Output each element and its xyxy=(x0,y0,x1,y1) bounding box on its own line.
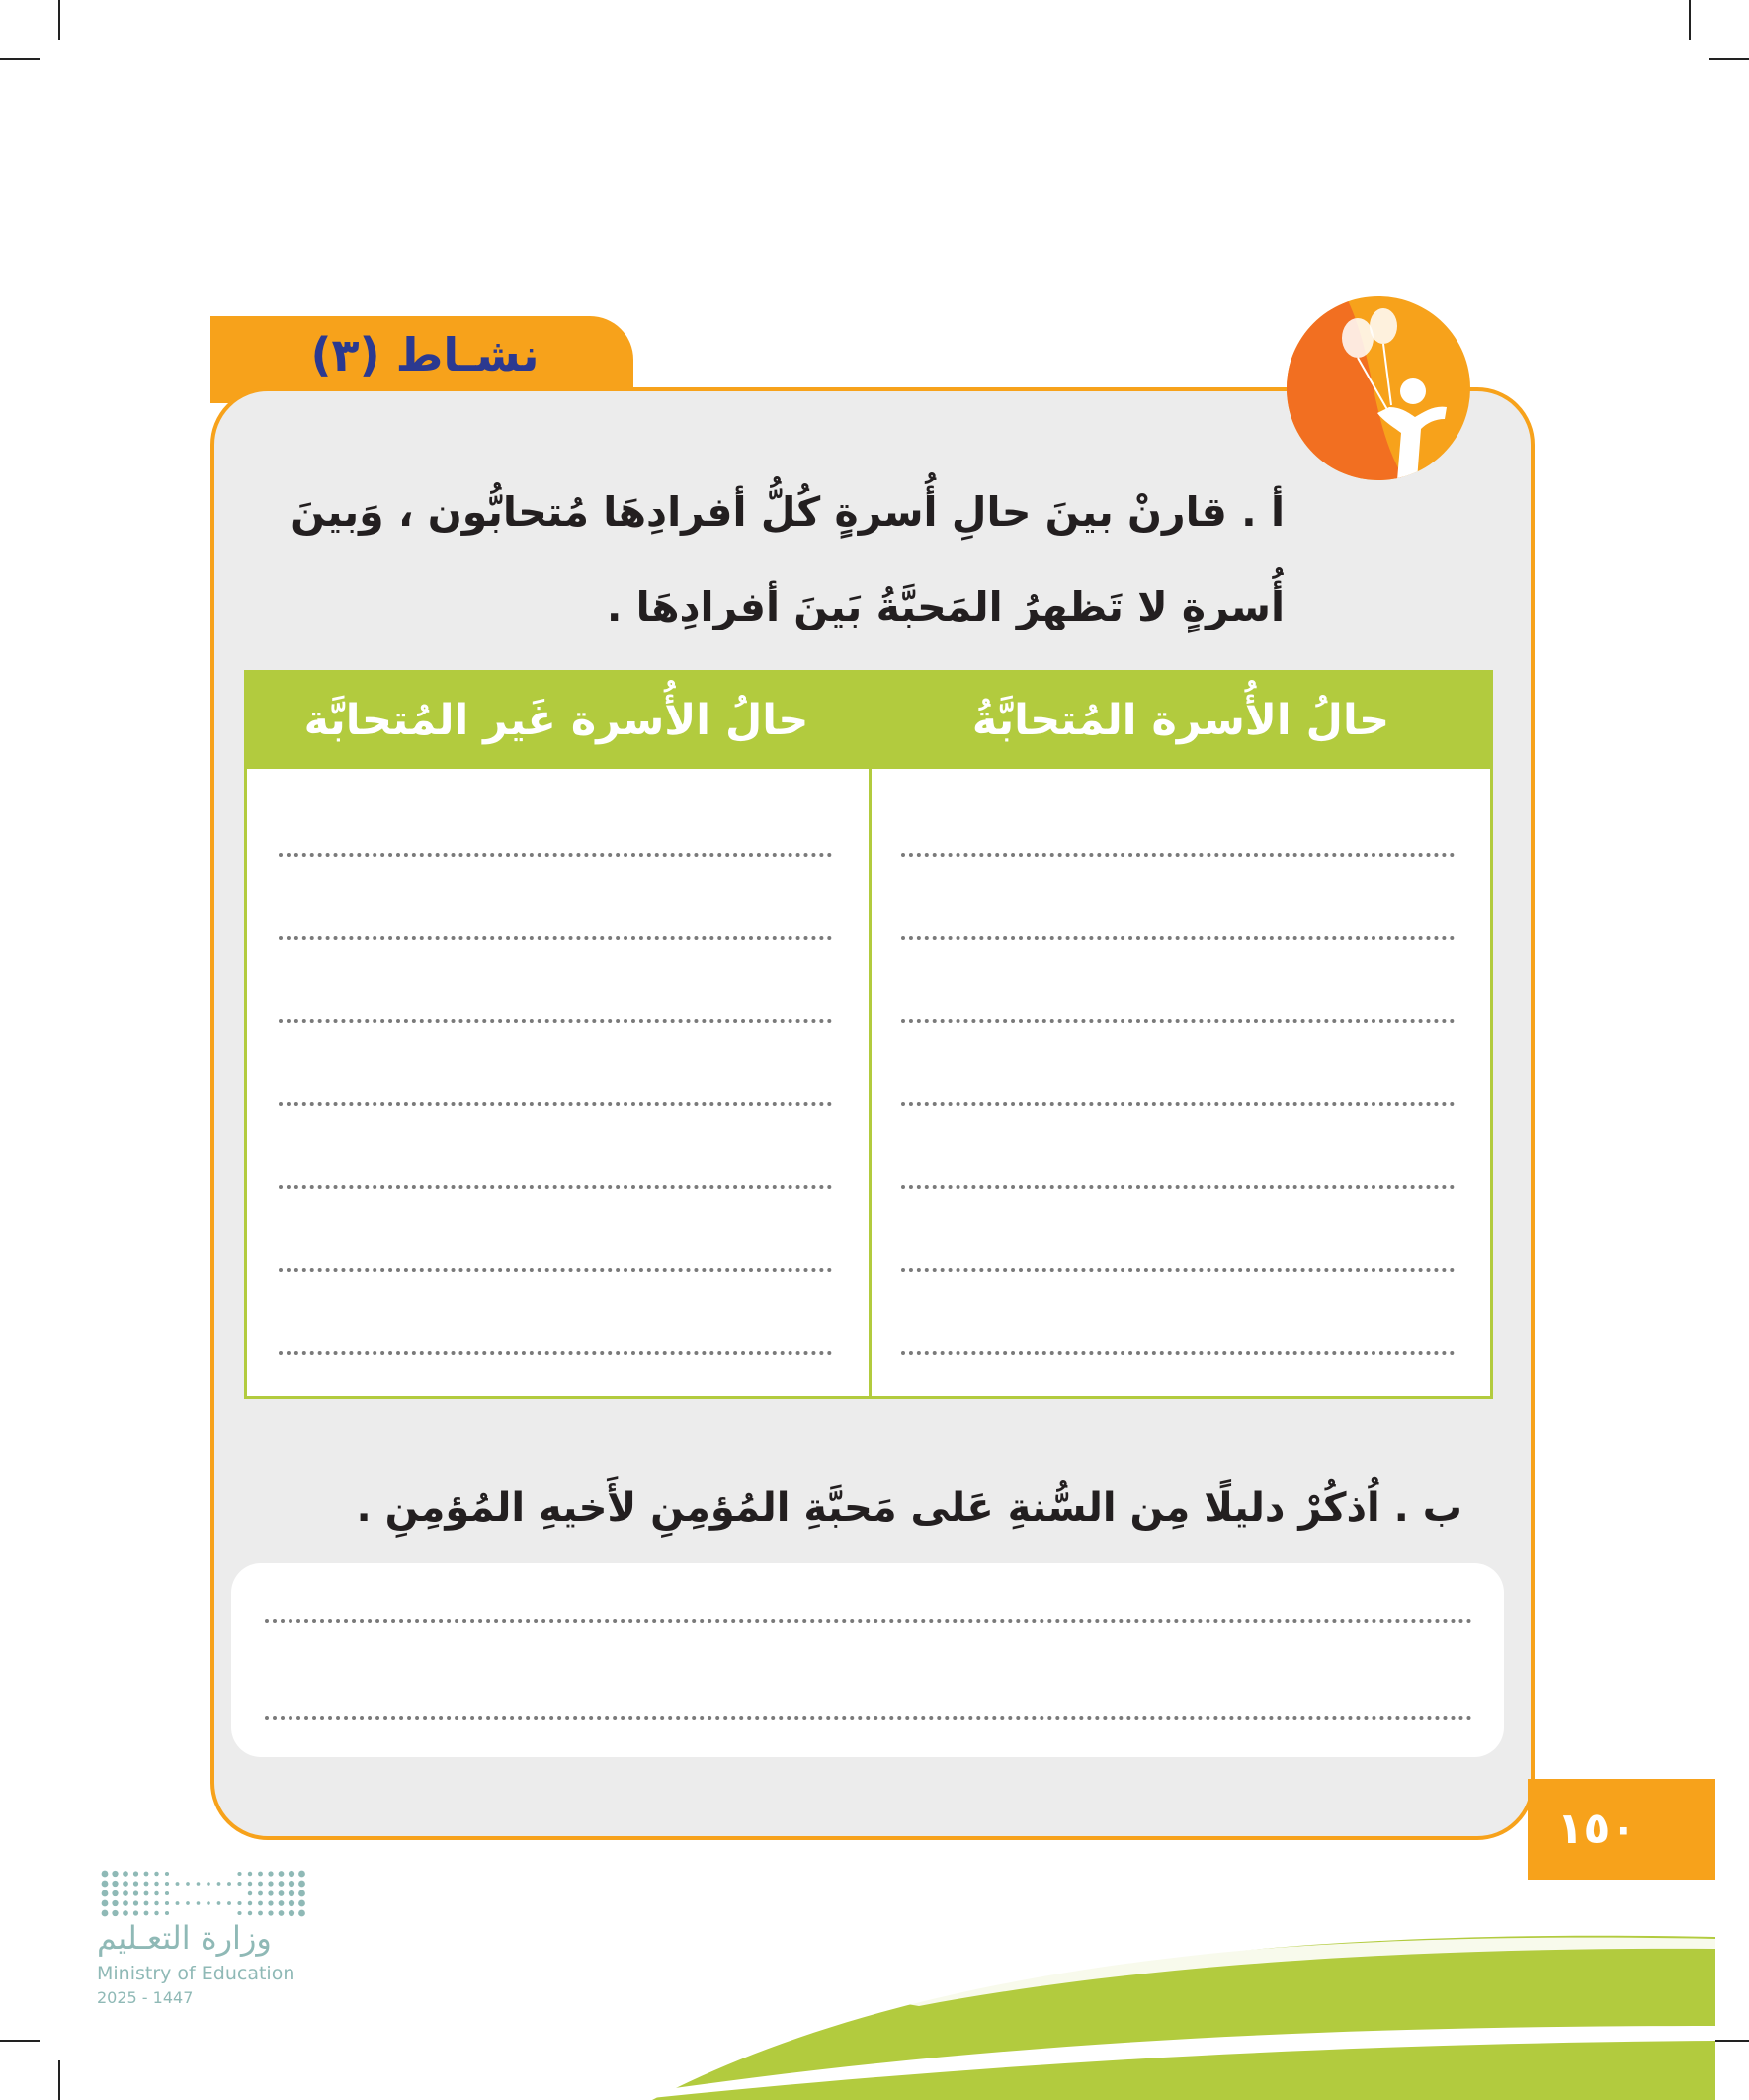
answer-line-loving[interactable] xyxy=(901,1268,1455,1272)
comparison-table xyxy=(244,670,1493,1399)
ministry-name-english: Ministry of Education xyxy=(97,1963,295,1984)
decorative-swoosh xyxy=(593,1878,1715,2100)
answer-line-unloving[interactable] xyxy=(279,1185,832,1189)
column-header-loving-family: حالُ الأُسرة المُتحابَّةُ xyxy=(971,696,1390,745)
answer-line-loving[interactable] xyxy=(901,1019,1455,1023)
ministry-name-arabic: وزارة التعـليم xyxy=(97,1919,272,1957)
activity-title: نشـاط (٣) xyxy=(310,328,540,381)
column-header-unloving-family: حالُ الأُسرة غَير المُتحابَّة xyxy=(303,696,809,745)
answer-line-loving[interactable] xyxy=(901,1185,1455,1189)
crop-mark xyxy=(58,0,60,40)
answer-box[interactable] xyxy=(231,1563,1504,1757)
answer-line-unloving[interactable] xyxy=(279,1019,832,1023)
crop-mark xyxy=(58,2060,60,2100)
question-b-text: ب . اُذكُرْ دليلًا مِن السُّنةِ عَلى مَحبَّةِ المُؤمِنِ لأَخيهِ المُؤمِنِ . xyxy=(356,1485,1462,1531)
crop-mark xyxy=(0,2040,40,2042)
answer-line-unloving[interactable] xyxy=(279,1102,832,1106)
answer-line-loving[interactable] xyxy=(901,1102,1455,1106)
answer-line-unloving[interactable] xyxy=(279,853,832,857)
answer-line-unloving[interactable] xyxy=(279,936,832,940)
ministry-year: 2025 - 1447 xyxy=(97,1988,194,2007)
answer-line-unloving[interactable] xyxy=(279,1268,832,1272)
child-with-balloons-icon xyxy=(1287,296,1470,480)
column-divider xyxy=(869,673,872,1396)
answer-line-hadith[interactable] xyxy=(265,1716,1472,1720)
crop-mark xyxy=(0,58,40,60)
crop-mark xyxy=(1709,2040,1749,2042)
answer-line-unloving[interactable] xyxy=(279,1351,832,1355)
answer-line-hadith[interactable] xyxy=(265,1619,1472,1623)
crop-mark xyxy=(1689,0,1691,40)
page-number: ١٥٠ xyxy=(1556,1804,1637,1854)
crop-mark xyxy=(1709,58,1749,60)
answer-line-loving[interactable] xyxy=(901,853,1455,857)
answer-line-loving[interactable] xyxy=(901,1351,1455,1355)
question-a-text: أ . قارنْ بينَ حالِ أُسرةٍ كُلُّ أفرادِهَا مُتحابُّون ، وَبينَ أُسرةٍ لا تَظهرُ المَحبَّةُ بَينَ أفرادِهَا . xyxy=(291,488,1285,630)
answer-line-loving[interactable] xyxy=(901,936,1455,940)
